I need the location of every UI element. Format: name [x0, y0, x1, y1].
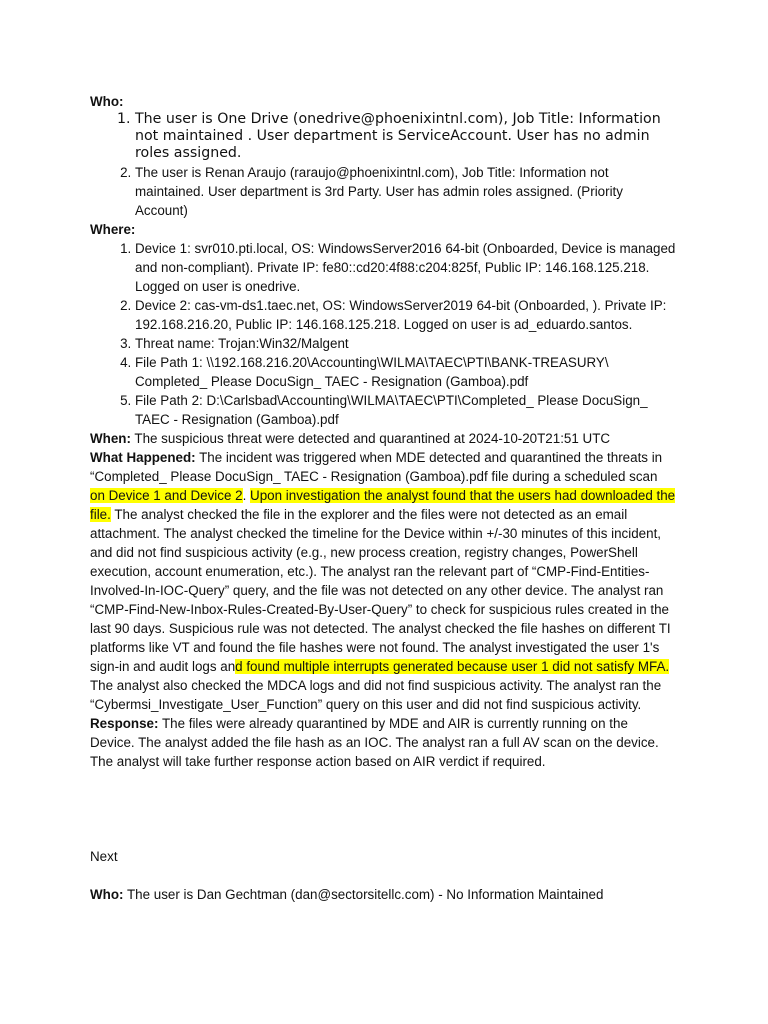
- what-happened-label: What Happened:: [90, 450, 196, 465]
- where-item-4: 4. File Path 1: \\192.168.216.20\Accounting\WILMA\TAEC\PTI\BANK-TREASURY\ Completed_ Please DocuSign_ TAEC - Resignation (Gamboa).pdf: [135, 353, 676, 391]
- who-section: [90, 92, 676, 220]
- where-item-1: 1. Device 1: svr010.pti.local, OS: WindowsServer2016 64-bit (Onboarded, Device is managed and non-compliant). Private IP: fe80::cd20:4f88:c204:825f, Public IP: 146.168.125.218. Logged on user is onedrive.: [135, 239, 676, 296]
- next-marker: Next: [90, 849, 118, 864]
- where-section: [90, 220, 676, 429]
- where-list: [90, 239, 676, 429]
- when-text: The suspicious threat were detected and quarantined at 2024-10-20T21:51 UTC: [130, 431, 611, 446]
- what-happened-paragraph: [90, 448, 676, 714]
- who-item-2: 2. The user is Renan Araujo (raraujo@phoenixintnl.com), Job Title: Information not maintained. User department is 3rd Party. User has admin roles assigned. (Priority Account): [135, 163, 676, 220]
- who-next-label: Who:: [90, 887, 124, 902]
- where-item-2: 2. Device 2: cas-vm-ds1.taec.net, OS: WindowsServer2019 64-bit (Onboarded, ). Private IP: 192.168.216.20, Public IP: 146.168.125.218. Logged on user is ad_eduardo.santos.: [135, 296, 676, 334]
- highlight-download-finding: Upon investigation the analyst found that the users had downloaded the file.: [90, 488, 676, 522]
- response-paragraph: [90, 714, 676, 771]
- when-label: When:: [90, 431, 131, 446]
- highlight-mfa-finding: d found multiple interrupts generated because user 1 did not satisfy MFA.: [235, 659, 670, 674]
- who-item-1: 1. The user is One Drive (onedrive@phoenixintnl.com), Job Title: Information not maintained . User department is ServiceAccount. User has no admin roles assigned.: [135, 111, 676, 162]
- who-next-text: The user is Dan Gechtman (dan@sectorsitellc.com) - No Information Maintained: [123, 887, 604, 902]
- where-item-3: 3. Threat name: Trojan:Win32/Malgent: [135, 334, 676, 353]
- what-happened-text-2: .: [242, 488, 251, 503]
- who-next-paragraph: [90, 885, 676, 904]
- where-item-5: 5. File Path 2: D:\Carlsbad\Accounting\WILMA\TAEC\PTI\Completed_ Please DocuSign_ TAEC - Resignation (Gamboa).pdf: [135, 391, 676, 429]
- response-text: The files were already quarantined by MDE and AIR is currently running on the Device. The analyst added the file hash as an IOC. The analyst ran a full AV scan on the device. The analyst will take further response action based on AIR verdict if required.: [90, 716, 659, 769]
- what-happened-text-4: The analyst also checked the MDCA logs and did not find suspicious activity. The analyst ran the “Cybermsi_Investigate_User_Function” query on this user and did not find suspicious activity.: [90, 678, 662, 712]
- what-happened-text-1: The incident was triggered when MDE detected and quarantined the threats in “Completed_ Please DocuSign_ TAEC - Resignation (Gamboa).pdf file during a scheduled scan: [90, 450, 663, 484]
- who-list: [90, 111, 676, 220]
- response-label: Response:: [90, 716, 159, 731]
- what-happened-text-3: The analyst checked the file in the explorer and the files were not detected as an email attachment. The analyst checked the timeline for the Device within +/-30 minutes of this incident, and did not find suspicious activity (e.g., new process creation, registry changes, PowerShell execution, account enumeration, etc.). The analyst ran the relevant part of “CMP-Find-Entities-Involved-In-IOC-Query” query, and the file was not detected on any other device. The analyst ran “CMP-Find-New-Inbox-Rules-Created-By-User-Query” to check for suspicious rules created in the last 90 days. Suspicious rule was not detected. The analyst checked the file hashes on different TI platforms like VT and found the file hashes were not found. The analyst investigated the user 1's sign-in and audit logs an: [90, 507, 671, 674]
- highlight-devices: on Device 1 and Device 2: [90, 488, 243, 503]
- where-label: Where:: [90, 222, 136, 237]
- when-paragraph: [90, 429, 676, 448]
- who-label: Who:: [90, 94, 124, 109]
